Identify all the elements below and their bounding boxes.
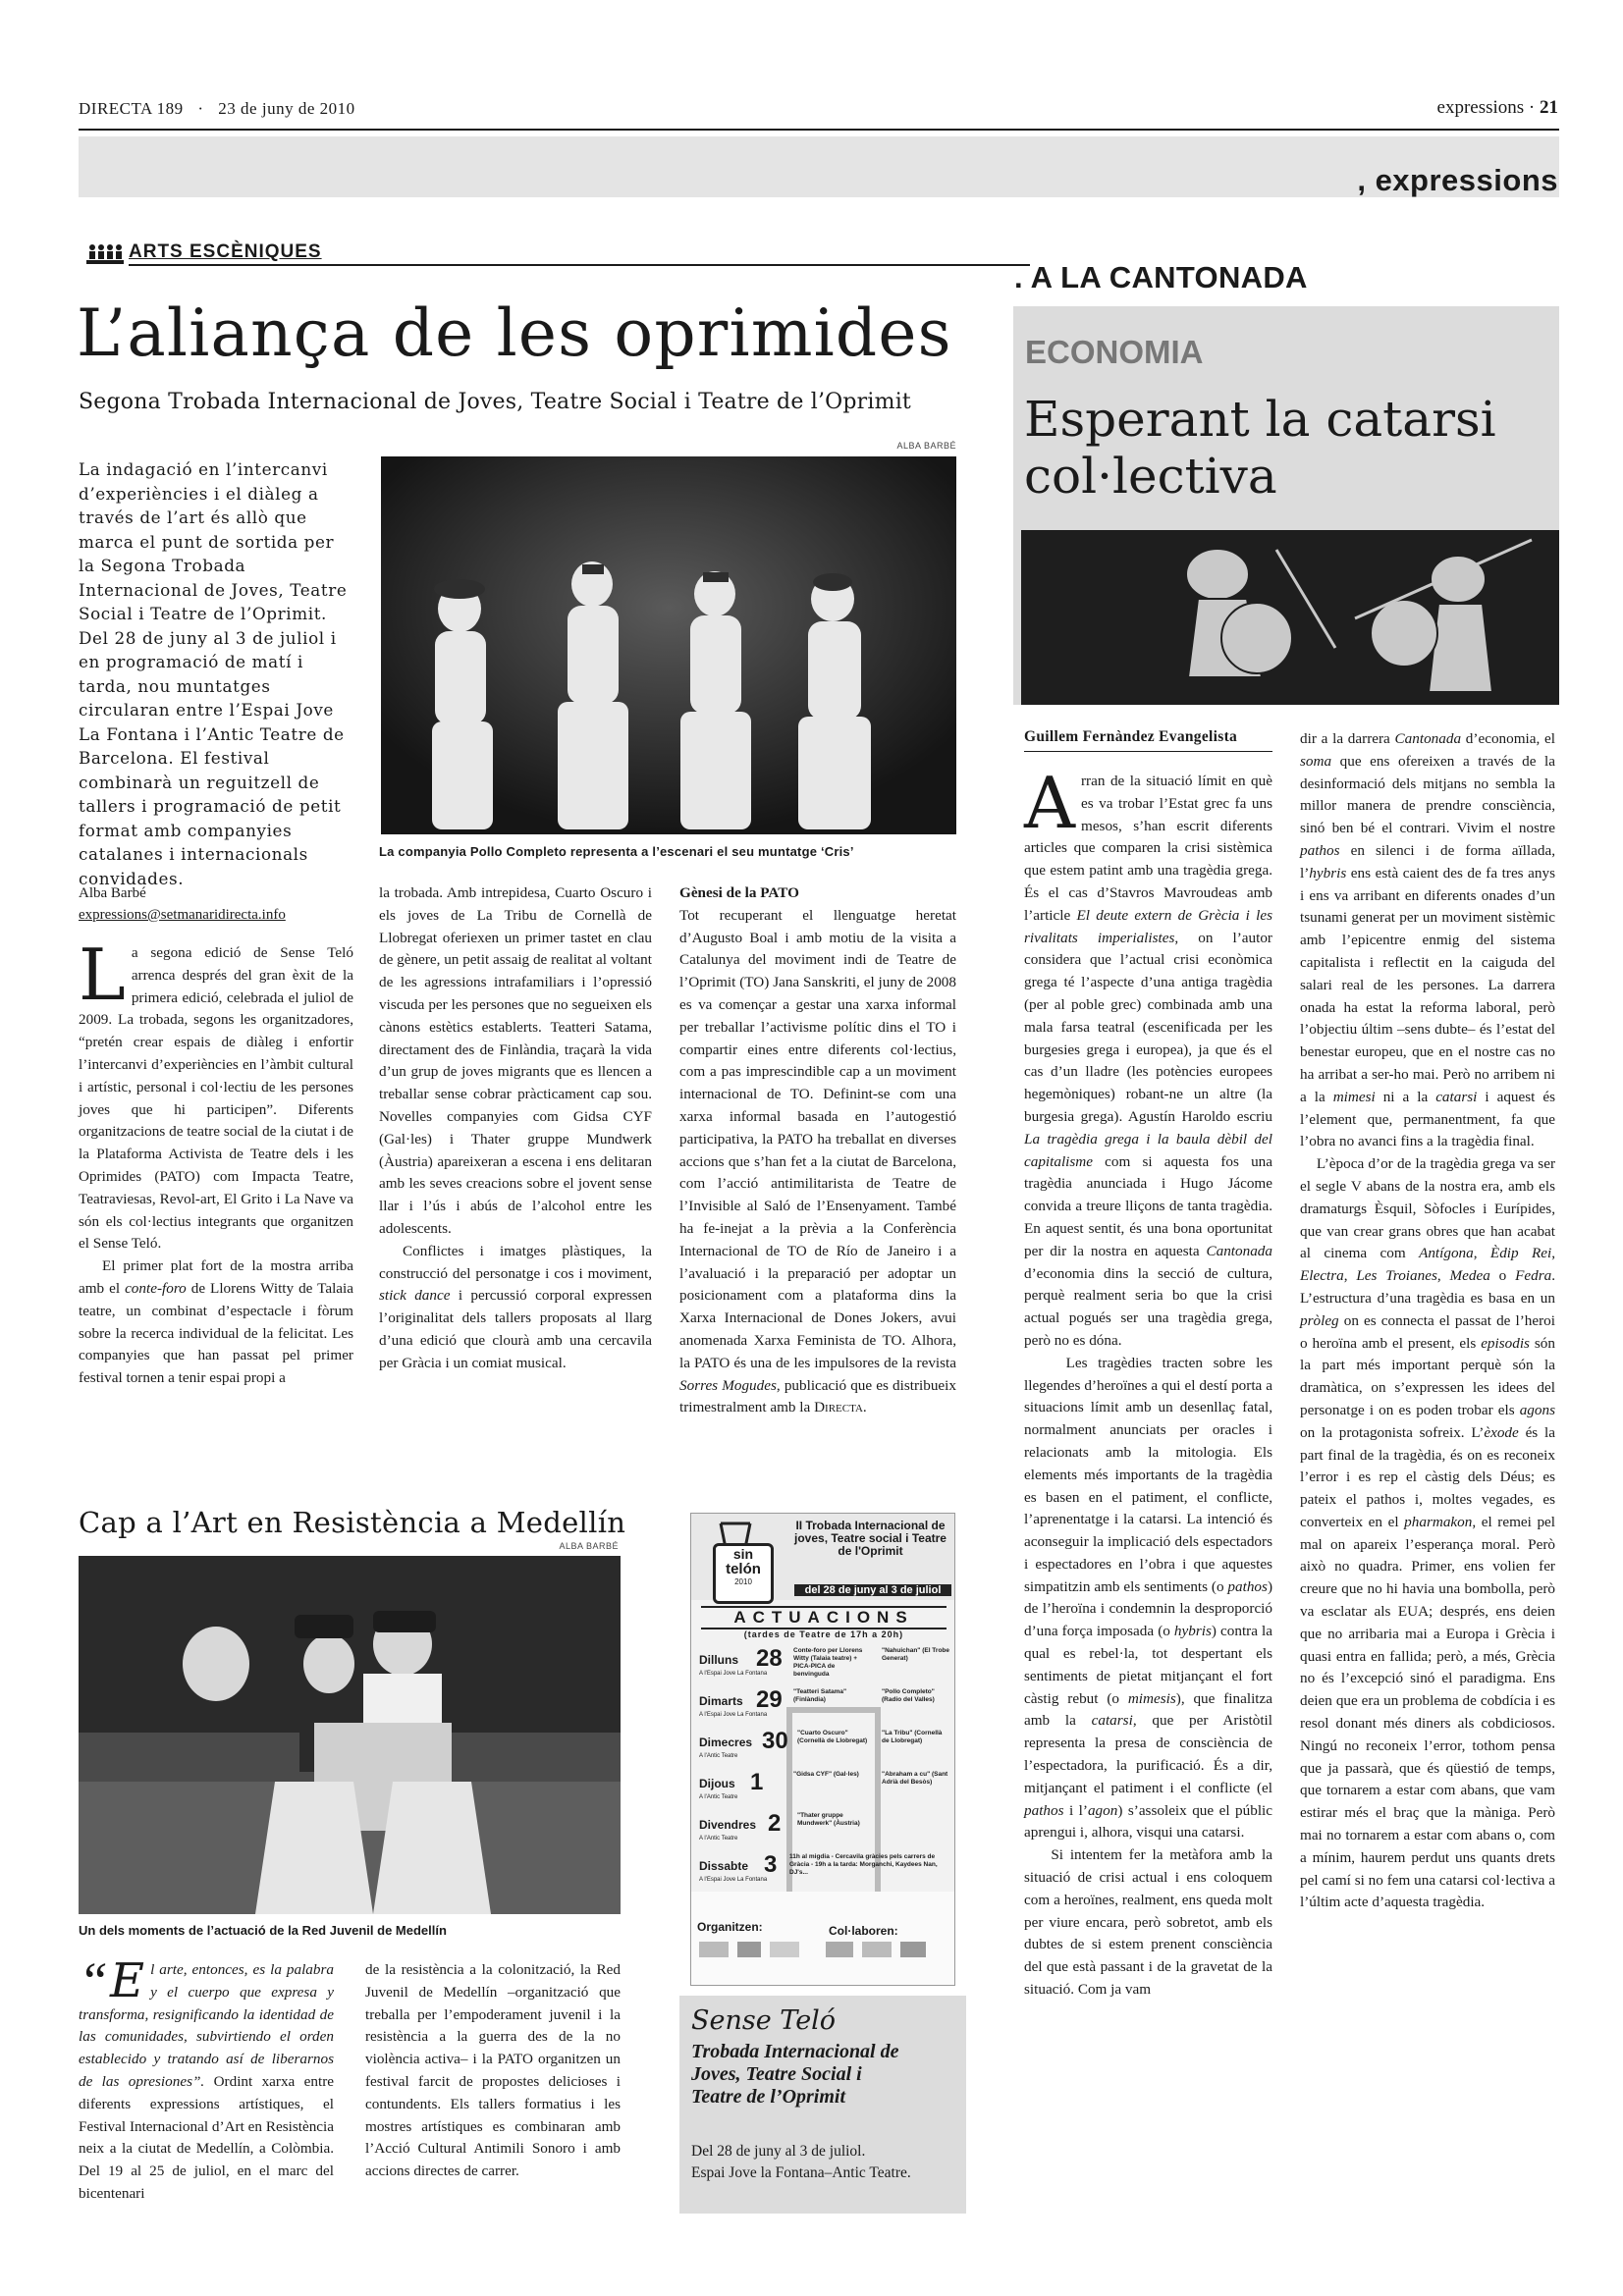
folio-right: expressions · 21 [1436,97,1558,118]
quote-mark: “ [79,1951,109,2010]
poster-day-row: Dissabte 3 A l'Espai Jove La Fontana 11h al migdia - Cercavila gràcies pels carrers de Gràcia - 19h a la tarda: Morganchi, Kaydees Nan, DJ's... [699,1851,938,1883]
kicker-label: ARTS ESCÈNIQUES [129,241,322,262]
section-bar [79,136,1559,197]
cantonada-title: Esperant la catarsi col·lectiva [1024,391,1496,505]
cantonada-drop-cap: A [1024,762,1075,844]
author-byline [79,882,353,926]
header-rule [79,129,1559,131]
page-number: 21 [1540,97,1558,118]
sidebar-col-2: de la resistència a la colonització, la Red Juvenil de Medellín –organització que treballa per l’empoderament juvenil i la resistència a la guerra des de la no violència activa– i la PATO organitzen un festival farcit de propostes delicioses i contundents. Els tallers formatius i les mostres artístiques es combinaran amb l’Acció Cultural Antimili Sonoro i amb accions directes de carrer. [365,1961,621,2180]
drop-cap: L [79,934,126,1016]
poster-day-row: Dimarts 29 A l'Espai Jove La Fontana "Teatteri Satama" (Finlàndia) "Pollo Completo" (Radio del Valles) [699,1686,935,1718]
cantonada-tag: ECONOMIA [1025,334,1204,370]
sidebar-photo-caption: Un dels moments de l’actuació de la Red Juvenil de Medellín [79,1923,447,1938]
article-col-3: Gènesi de la PATO Tot recuperant el llenguatge heretat d’Augusto Boal i amb motiu de la visita a Catalunya del moviment indi de Teatre de l’Oprimit (TO) Jana Sanskriti, el juny de 2008 es va començar a gestar una xarxa informal per treballar l’activisme polític dins el TO i compartir eines entre diferents col·lectius, com a pas imprescindible cap a un moviment internacional de TO. Definint-se com una xarxa informal basada en l’autogestió participativa, la PATO ha treballat en diverses accions que s’han fet a la ciutat de Barcelona, com l’acció antimilitarista de Teatre de l’Invisible al Saló de l’Ensenyament. També ha fe-inejat a la prèvia a la Conferència Internacional de TO de Río de Janeiro i a l’avaluació i la preparació per adoptar un posicionament com a plataforma dins la Xarxa Internacional de Dones Jokers, avui anomenada Xarxa Feminista de TO. Alhora, la PATO és una de les impulsores de la revista Sorres Mogudes, publicació que es distribueix trimestralment amb la Directa. [679,884,956,1416]
cantonada-col-1 [1024,762,1272,2002]
kicker-rule [129,264,1030,266]
quote-drop-cap: E [110,1953,145,2008]
folio-left: DIRECTA 189 · 23 de juny de 2010 [79,99,355,118]
greek-warriors-image [1021,530,1559,705]
publication-name: DIRECTA 189 [79,99,184,118]
article-col-1: La segona edició de Sense Teló arrenca després del gran èxit de la primera edició, celebrada el juliol de 2009. La trobada, segons les organitzadores, “pretén crear espais de diàleg i enfortir l’intercanvi d’experiències en l’àmbit cultural i artístic, personal i col·lectiu de les persones joves que hi participen”. Diferents organitzacions de teatre social de la ciutat i de la Plataforma Activista de Teatre dels i les Oprimides (PATO) com Impacta Teatre, Teatraviesas, Revol-art, El Grito i La Nave va són els col·lectius integrants que organitzen el Sense Teló. El primer plat fort de la mostra arriba amb el conte-foro de Llorens Witty de Talaia teatre, un combinat d’espectacle i fòrum sobre la recerca individual de la felicitat. Les companyies que han passat pel primer festival tornen a tenir espai propi a [79,934,354,1387]
poster-day-row: Dilluns 28 A l'Espai Jove La Fontana Conte-foro per Llorens Witty (Talaia teatre) + PICA-PICA de benvinguda "Nahuichan" (El Trobe Generat) [699,1645,950,1678]
subhead-genesi: Gènesi de la PATO [679,884,799,901]
cantonada-author-rule [1024,751,1272,752]
article-lead: La indagació en l’intercanvi d’experiències i el diàleg a través de l’art és allò que marca el punt de sortida per la Segona Trobada Internacional de Joves, Teatre Social i Teatre de l’Oprimit. Del 28 de juny al 3 de juliol i en programació de matí i tarda, nou muntatges circularan entre l’Espai Jove La Fontana i l’Antic Teatre de Barcelona. El festival combinarà un reguitzell de tallers i programació de petit format amb companyies catalanes i internacionals convidades. [79,459,348,888]
sidebar-title: Cap a l’Art en Resistència a Medellín [79,1506,626,1539]
poster-sessions: (tardes de Teatre de 17h a 20h) [743,1629,904,1639]
author-email[interactable]: expressions@setmanaridirecta.info [79,907,286,923]
poster-days [695,1645,952,1896]
medellin-photo-image [79,1556,621,1914]
sidebar-col-1: “ E l arte, entonces, es la palabra y el cuerpo que expresa y transforma, resignificando la identidad de las comunidades, subvirtiendo el orden establecido y tratando así de liberarnos de las opresiones”. Ordint xarxa entre diferents expressions artístiques, el Festival Internacional d’Art en Resistència neix a la ciutat de Medellín, a Colòmbia. Del 19 al 25 de juliol, en el marc del bicentenari [79,1951,334,2202]
photo-credit: ALBA BARBÉ [896,441,956,451]
article-subtitle: Segona Trobada Internacional de Joves, Teatre Social i Teatre de l’Oprimit [79,390,911,414]
poster-box-title: Sense Teló [691,2005,837,2036]
kicker-row [79,240,996,267]
section-label: , expressions [1357,163,1558,197]
photo-caption: La companyia Pollo Completo representa a l’escenari el seu muntatge ‘Cris’ [379,844,854,859]
poster-actuacions: ACTUACIONS [701,1606,947,1629]
author-name: Alba Barbé [79,885,146,901]
poster-header: II Trobada Internacional de joves, Teatre social i Teatre de l'Oprimit [794,1519,947,1558]
poster-day-row: Dimecres 30 A l'Antic Teatre "Cuarto Oscuro" (Cornellà de Llobregat) "La Tribu" (Cornellà de Llobregat) [699,1728,943,1759]
issue-date: 23 de juny de 2010 [218,99,355,118]
cantonada-col-2-text: dir a la darrera Cantonada d’economia, el soma que ens ofereixen a través de la desinformació dels mitjans no sembla la millor manera de prendre consciència, sinó ben bé el contrari. Vivim el nostre pathos en silenci i de forma aïllada, l’hybris ens està caient des de fa tres anys i ens va arribant en diferents onades d’un tsunami generat per un moviment sistèmic amb l’epicentre enmig del sistema capitalista i reflectit en la caiguda del salari real de les persones. La darrera onada ha estat la reforma laboral, però l’objectiu últim –sens dubte– és l’estat del benestar europeu, que en el nostre cas no ha arribat a ser-ho mai. Però no arribem ni a la mimesi ni a la catarsi i aquest és l’element que, permanentment, fa que l’obra no avanci fins a la tragèdia final. L’època d’or de la tragèdia grega va ser el segle V abans de la nostra era, amb els dramaturgs Èsquil, Sòfocles i Eurípides, que van crear grans obres que han acabat al cinema com Antígona, Èdip Rei, Electra, Les Troianes, Medea o Fedra. L’estructura d’una tragèdia es basa en un pròleg on es connecta el passat de l’heroi o heroïna amb el present, els episodis són la part més important perquè són la dramàtica, on s’expressen les idees del personatge i on es poden trobar els agons on la protagonista sofreix. L’èxode és la part final de la tragèdia, és on es reconeix l’error i es rep el càstig dels Déus; es pateix el pathos i, moltes vegades, es converteix en el pharmakon, el remei pel mal on apareix l’esperança moral. Però això no quadra. Primer, ens volien fer creure que no hi havia una bombolla, però va esclatar als EUA; després, ens deien que no arribaria mai a Europa i Grècia i quasi entra en fallida; però, a més, Grècia no és l’excepció sinó el paradigma. Ens deien que era un problema de cobdícia i es resol donant més diners als cobdiciosos. Ningú no reconeix l’error, tothom pensa que ja passarà, que és qüestió de temps, que tornarem a estar com abans, que vam estirar més el braç que la màniga. Però mai no tornarem a estar com abans o, com a mínim, haurem perdut uns quants drets pel camí si no fem una catarsi col·lectiva a l’últim acte d’aquesta tragèdia. [1300,730,1556,1911]
greek-vase-illustration [1021,530,1559,705]
folio-section: expressions [1436,97,1525,118]
poster-caption-box [679,1996,966,2214]
sidebar-photo [79,1556,621,1914]
article-col-2: la trobada. Amb intrepidesa, Cuarto Oscuro i els joves de La Tribu de Cornellà de Llobregat oferiexen un primer tastet en clau de gènere, un petit assaig de realitat al voltant de les agressions intrafamiliars i l’opressió viscuda per les persones que no segueixen els cànons estètics establerts. Teatteri Satama, directament des de Finlàndia, traçarà la vida d’un grup de joves migrants que es llencen a treballar sense cobrar pràcticament cap sou. Novelles companyies com Gidsa CYF (Gal·les) i Thater gruppe Mundwerk (Àustria) apareixeran a escena i ens delitaran amb les seves creacions sobre el jovent sense llar i l’ús i abús de l’alcohol entre les adolescents. Conflictes i imatges plàstiques, la construcció del personatge i cos i moviment, stick dance i percussió corporal expressen l’originalitat dels tallers proposats al llarg d’una edició que clourà amb una cercavila per Gràcia i un comiat musical. [379,884,652,1371]
poster-box-info [691,2141,961,2184]
cantonada-author: Guillem Fernàndez Evangelista [1024,728,1238,745]
poster-box-dates: Del 28 de juny al 3 de juliol. [691,2143,866,2160]
sidebar-photo-credit: ALBA BARBÉ [559,1541,619,1551]
stage-photo-image [381,456,956,834]
poster-box-venues: Espai Jove la Fontana–Antic Teatre. [691,2164,911,2181]
festival-poster [690,1513,955,1986]
sin-telon-logo: sin telón 2010 [713,1543,774,1604]
cantonada-col-1-text: rran de la situació límit en què es va trobar l’Estat grec fa uns mesos, s’han escrit diferents articles que comparen la crisi sistèmica que estem patint amb una tragèdia grega. És el cas d’Stavros Mavroudeas amb l’article El deute extern de Grècia i les rivalitats imperialistes, on l’autor considera que l’actual crisi econòmica grega té l’aspecte d’una antiga tragèdia (per al poble grec) combinada amb una mala farsa teatral (escenificada per les burgesies grega i europea), ja que és el cas d’un lladre (les potències europees hegemòniques) robant-ne un altre (la burgesia grega). Agustín Haroldo escriu La tragèdia grega i la baula dèbil del capitalisme com si aquesta fos una tragèdia anunciada i Hugo Jácome convida a treure lliçons de tanta tragèdia. En aquest sentit, és una bona oportunitat per dir la nostra en aquesta Cantonada d’economia dins la secció de cultura, perquè realment seria bo que la crisi actual pogués ser una tragèdia grega, però no es dóna. Les tragèdies tracten sobre les llegendes d’heroïnes a qui el destí porta a situacions límit amb un desenllaç fatal, normalment anunciats per oracles i relacionats amb la mitologia. Els elements més importants de la tragèdia es basen en el patiment, el conflicte, l’aprenentatge i la catarsi. La intenció és aconseguir la implicació dels espectadors i espectadores en l’obra i que aquestes simpatitzin amb els sentiments (o pathos) de l’heroïna i condemnin la desproporció d’una força imposada (o hybris) contra la qual es rebel·la, tot despertant els sentiments de pietat mitjançant el fort càstig rebut (o mimesis), que finalitza amb la catarsi, que per Aristòtil representa la presa de consciència de l’espectadora, la purificació. És a dir, mitjançant el patiment i el conflicte (el pathos i l’agon) s’assoleix que el públic aprengui i, alhora, visqui una catarsi. Si intentem fer la metàfora amb la situació de crisi actual i ens coloquem com a heroïnes, realment, ens queda molt per viure encara, però sobretot, amb els dubtes de si estem prenent consciència del que està passant i de la gravetat de la situació. Com ja vam [1024,773,1272,1999]
poster-dates: del 28 de juny al 3 de juliol [794,1584,951,1596]
poster-col-laboren: Col·laboren: [829,1924,898,1938]
article-title: L’aliança de les oprimides [77,295,952,371]
poster-day-row: Divendres 2 A l'Antic Teatre "Thater gruppe Mundwerk" (Àustria) [699,1810,860,1842]
sponsor-logos [697,1940,948,1979]
poster-box-subtitle: Trobada Internacional de Joves, Teatre Social i Teatre de l’Oprimit [691,2041,899,2108]
main-photo [381,456,956,834]
poster-organitzen: Organitzen: [697,1920,763,1934]
theatre-audience-icon [86,243,124,265]
cantonada-col-2 [1300,728,1555,1914]
poster-day-row: Dijous 1 A l'Antic Teatre "Gidsa CYF" (Gal·les) "Abraham a cu" (Sant Adrià del Besòs) [699,1769,948,1800]
cantonada-header: . A LA CANTONADA [1014,260,1308,294]
